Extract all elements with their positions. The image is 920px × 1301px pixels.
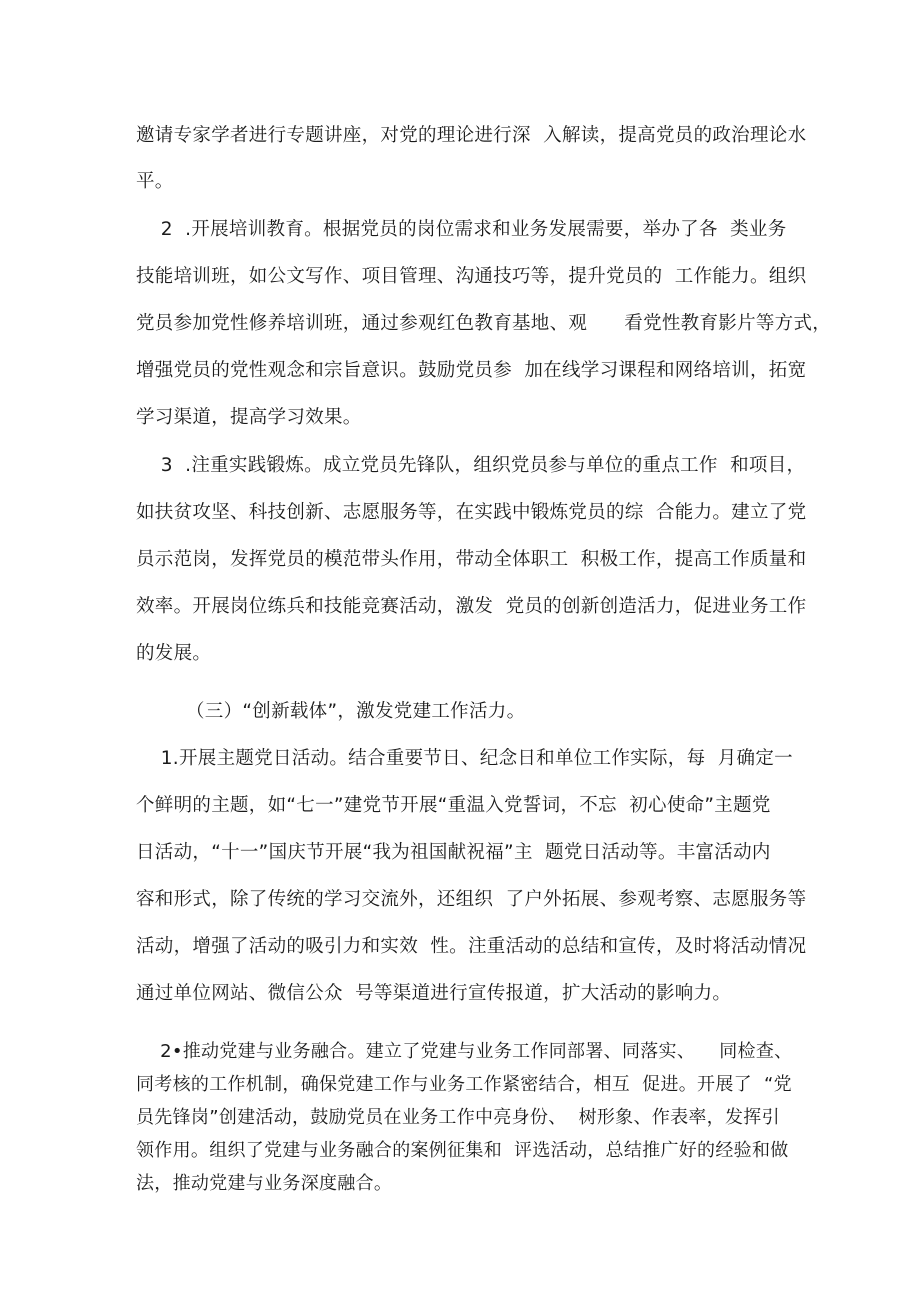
text-line: 员示范岗，发挥党员的模范带头作用，带动全体职工 积极工作，提高工作质量和 [136, 549, 807, 570]
text-line: 平。 [136, 171, 174, 192]
text-line: 邀请专家学者进行专题讲座，对党的理论进行深 入解读，提高党员的政治理论水 [136, 125, 807, 146]
text-line: 2•推动党建与业务融合。建立了党建与业务工作同部署、同落实、 同检查、 [136, 1041, 793, 1062]
text-line: 2 .开展培训教育。根据党员的岗位需求和业务发展需要，举办了各 类业务 [136, 219, 787, 240]
text-line: 容和形式，除了传统的学习交流外，还组织 了户外拓展、参观考察、志愿服务等 [136, 889, 807, 910]
text-line: 如扶贫攻坚、科技创新、志愿服务等，在实践中锻炼党员的综 合能力。建立了党 [136, 502, 807, 523]
text-line: 法，推动党建与业务深度融合。 [136, 1173, 393, 1194]
text-line: 技能培训班，如公文写作、项目管理、沟通技巧等，提升党员的 工作能力。组织 [136, 266, 807, 287]
text-line: 效率。开展岗位练兵和技能竞赛活动，激发 党员的创新创造活力，促进业务工作 [136, 596, 807, 617]
text-line: 活动，增强了活动的吸引力和实效 性。注重活动的总结和宣传，及时将活动情况 [136, 936, 807, 957]
text-line: 员先锋岗”创建活动，鼓励党员在业务工作中亮身份、 树形象、作表率，发挥引 [136, 1107, 780, 1128]
text-line: 领作用。组织了党建与业务融合的案例征集和 评选活动，总结推广好的经验和做 [136, 1140, 789, 1161]
text-line: 同考核的工作机制，确保党建工作与业务工作紧密结合，相互 促进。开展了 “党 [136, 1074, 792, 1095]
text-line: 日活动，“十一”国庆节开展“我为祖国献祝福”主 题党日活动等。丰富活动内 [136, 842, 771, 863]
text-line: 学习渠道，提高学习效果。 [136, 407, 362, 428]
text-line: 1.开展主题党日活动。结合重要节日、纪念日和单位工作实际，每 月确定一 [136, 748, 793, 769]
text-line: 的发展。 [136, 643, 212, 664]
text-line: 通过单位网站、微信公众 号等渠道进行宣传报道，扩大活动的影响力。 [136, 983, 732, 1004]
text-line: 个鲜明的主题，如“七一”建党节开展“重温入党誓词，不忘 初心使命”主题党 [136, 795, 771, 816]
section-heading: （三）“创新载体”，激发党建工作活力。 [186, 701, 526, 722]
text-line: 3 .注重实践锻炼。成立党员先锋队，组织党员参与单位的重点工作 和项目， [136, 455, 806, 476]
text-line: 增强党员的党性观念和宗旨意识。鼓励党员参 加在线学习课程和网络培训，拓宽 [136, 360, 807, 381]
text-line: 党员参加党性修养培训班，通过参观红色教育基地、观 看党性教育影片等方式， [136, 313, 832, 334]
